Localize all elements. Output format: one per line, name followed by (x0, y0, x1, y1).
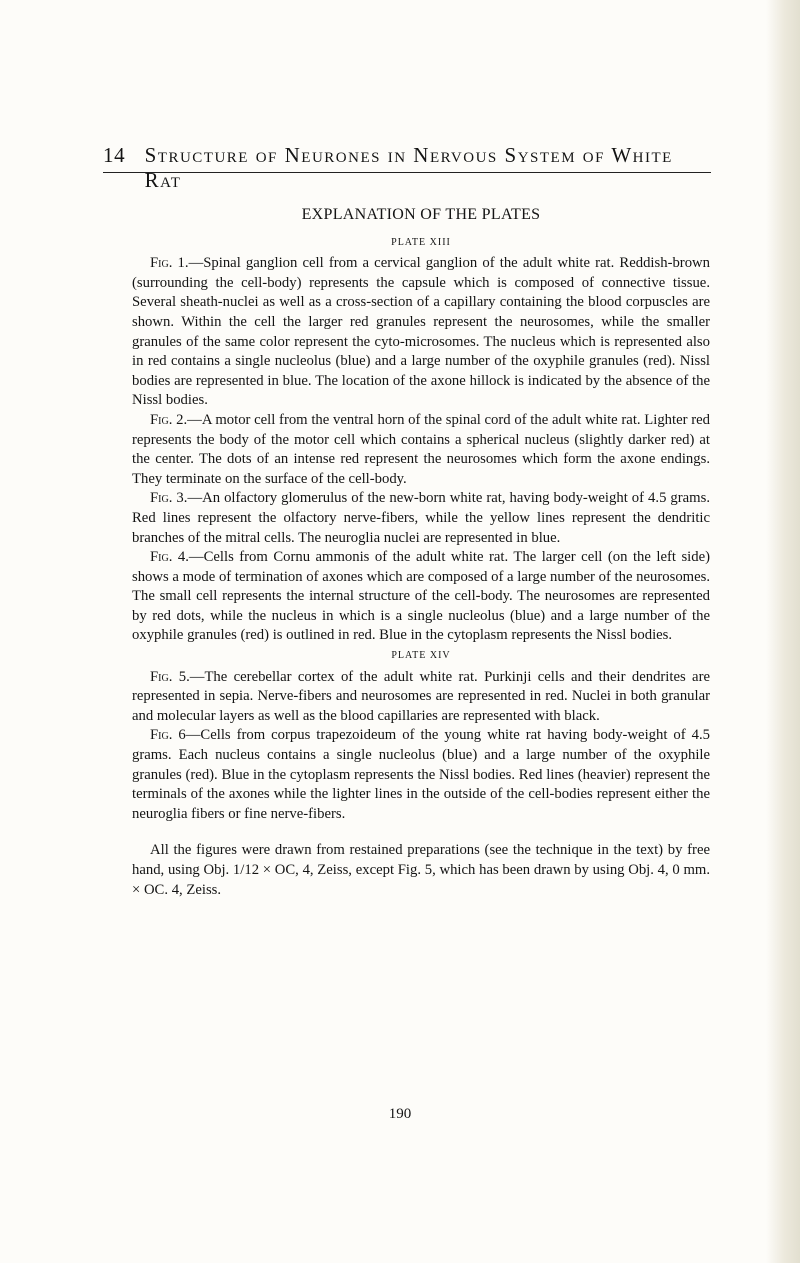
figure-text: —A motor cell from the ventral horn of the spinal cord of the adult white rat. Lighter red represents the body of the motor cell which contains a spherical nucleus (slightly darker red) at the center. The dots of an intense red represent the neurosomes which form the axone endings. They terminate on the surface of the cell-body. (132, 411, 710, 487)
page-number: 14 (103, 143, 126, 167)
figure-caption (132, 254, 710, 411)
running-header (103, 143, 711, 193)
figure-label: Fig. 3. (150, 490, 188, 507)
figure-caption (132, 726, 710, 824)
page-edge-shading (766, 0, 800, 1263)
figure-text: —The cerebellar cortex of the adult white rat. Purkinji cells and their dendrites are represented in sepia. Nerve-fibers and neurosomes are represented in red. Nuclei in both granular and molecular layers as well as the blood capillaries are represented with black. (132, 668, 710, 724)
figure-caption (132, 489, 710, 548)
figure-text: —Spinal ganglion cell from a cervical ganglion of the adult white rat. Reddish-brown (surrounding the cell-body) represents the capsule which is composed of connective tissue. Several sheath-nuclei as well as a cross-section of a capillary containing the blood corpuscles are shown. Within the cell the larger red granules represent the neurosomes, while the smaller granules of the same color represent the cyto-microsomes. The nucleus which is represented also in red contains a single nucleolus (blue) and a large number of the oxyphile granules (red). Nissl bodies are represented in blue. The location of the axone hillock is indicated by the absence of the Nissl bodies. (132, 255, 710, 409)
figure-text: —An olfactory glomerulus of the new-born white rat, having body-weight of 4.5 grams. Red lines represent the olfactory nerve-fibers, while the yellow lines represent the dendritic branches of the mitral cells. The neuroglia nuclei are represented in blue. (132, 490, 710, 546)
plate-label: PLATE XIII (391, 236, 451, 248)
figure-label: Fig. 4. (150, 549, 189, 566)
figure-label: Fig. 1. (150, 255, 189, 272)
figure-label: Fig. 5. (150, 668, 190, 685)
folio-page-number: 190 (388, 1106, 412, 1122)
page-body (132, 205, 710, 900)
figure-caption (132, 548, 710, 646)
plate-label: PLATE XIV (391, 650, 451, 662)
closing-note: All the figures were drawn from restained preparations (see the technique in the text) by free hand, using Obj. 1/12 × OC, 4, Zeiss, except Fig. 5, which has been drawn by using Obj. 4, 0 mm. × OC. 4, Zeiss. (132, 842, 710, 898)
figure-text: —Cells from corpus trapezoideum of the young white rat having body-weight of 4.5 grams. Each nucleus contains a single nucleolus (blue) and a large number of the oxyphile granules (red). Blue in the cytoplasm represents the Nissl bodies. Red lines (heavier) represent the terminals of the axones while the lighter lines in the outside of the cell-bodies represent either the neuroglia fibers or fine nerve-fibers. (132, 727, 710, 822)
figure-caption (132, 411, 710, 489)
figure-label: Fig. 2. (150, 411, 188, 428)
header-rule (103, 172, 711, 173)
figure-caption (132, 668, 710, 727)
running-title: Structure of Neurones in Nervous System of White Rat (144, 143, 673, 192)
section-title: EXPLANATION OF THE PLATES (301, 206, 541, 223)
figure-label: Fig. 6 (150, 727, 186, 744)
figure-text: —Cells from Cornu ammonis of the adult white rat. The larger cell (on the left side) shows a mode of termination of axones which are composed of a large number of the neurosomes. The small cell represents the internal structure of the cell-body. The neurosomes are represented by red dots, while the nucleus in which is a single nucleolus (blue) and a large number of the oxyphile granules (red) is outlined in red. Blue in the cytoplasm represents the Nissl bodies. (132, 549, 710, 644)
